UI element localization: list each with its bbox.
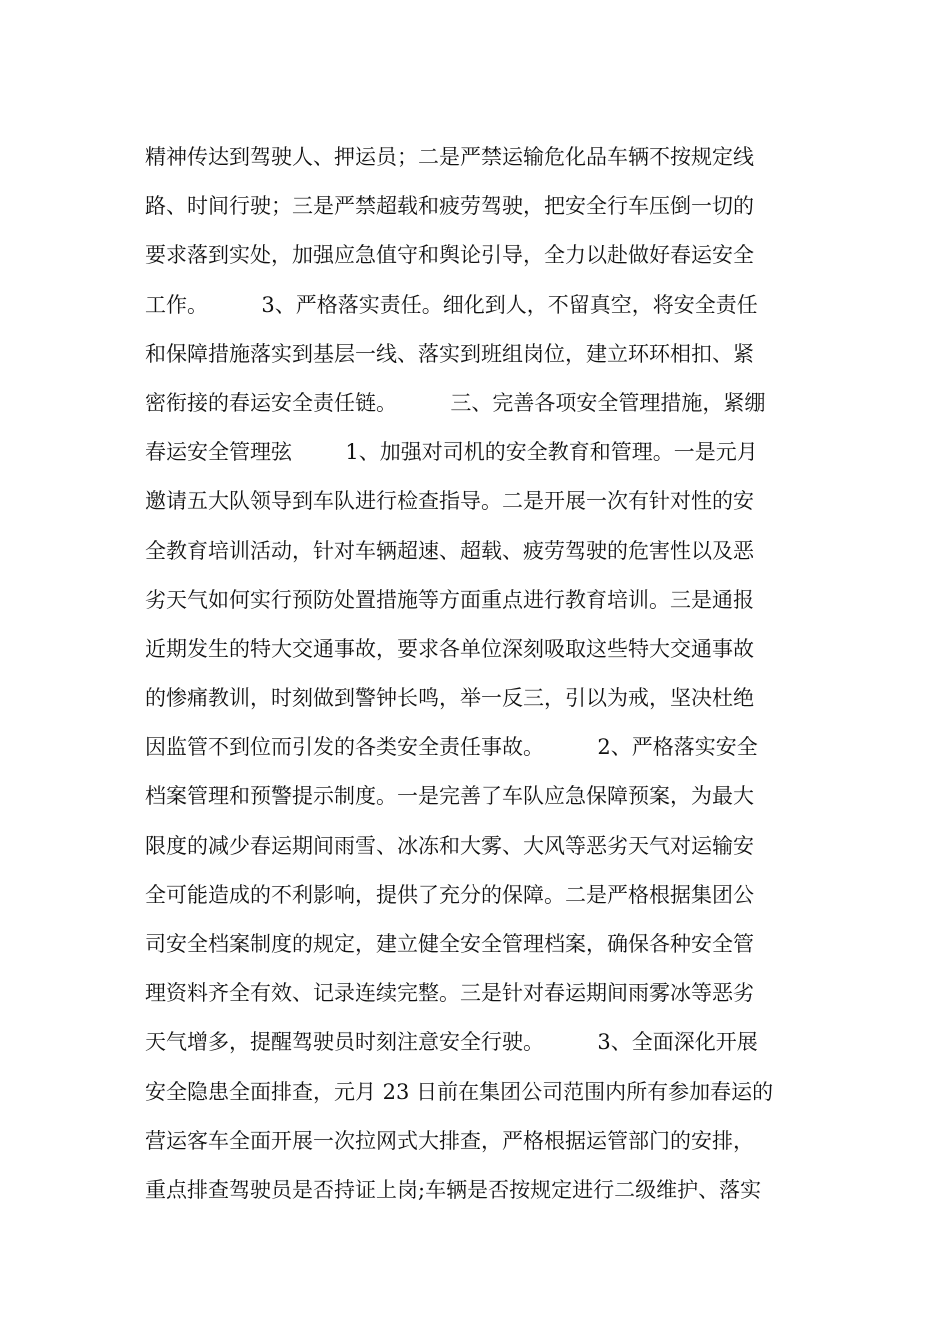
text-line: 司安全档案制度的规定，建立健全安全管理档案，确保各种安全管 — [145, 932, 754, 956]
text-line: 全可能造成的不利影响，提供了充分的保障。二是严格根据集团公 — [145, 882, 754, 907]
text-line: 近期发生的特大交通事故，要求各单位深刻吸取这些特大交通事故 — [145, 636, 754, 661]
text-line: 营运客车全面开展一次拉网式大排查，严格根据运管部门的安排， — [145, 1128, 754, 1153]
text-line: 和保障措施落实到基层一线、落实到班组岗位，建立环环相扣、紧 — [145, 341, 754, 366]
text-line: 劣天气如何实行预防处置措施等方面重点进行教育培训。三是通报 — [145, 587, 754, 612]
text-line: 的惨痛教训，时刻做到警钟长鸣，举一反三，引以为戒，坚决杜绝 — [145, 686, 754, 711]
text-line: 天气增多，提醒驾驶员时刻注意安全行驶。 3、全面深化开展 — [145, 1030, 758, 1055]
text-line: 春运安全管理弦 1、加强对司机的安全教育和管理。一是元月 — [145, 440, 758, 465]
text-line: 因监管不到位而引发的各类安全责任事故。 2、严格落实安全 — [145, 735, 758, 760]
text-line: 安全隐患全面排查，元月 23 日前在集团公司范围内所有参加春运的 — [145, 1079, 774, 1104]
text-line: 档案管理和预警提示制度。一是完善了车队应急保障预案，为最大 — [145, 784, 754, 809]
text-line: 全教育培训活动，针对车辆超速、超载、疲劳驾驶的危害性以及恶 — [145, 538, 754, 563]
body-text — [145, 133, 825, 1215]
text-line: 要求落到实处，加强应急值守和舆论引导，全力以赴做好春运安全 — [145, 243, 754, 268]
text-line: 路、时间行驶；三是严禁超载和疲劳驾驶，把安全行车压倒一切的 — [145, 194, 754, 219]
text-line: 精神传达到驾驶人、押运员；二是严禁运输危化品车辆不按规定线 — [145, 145, 754, 169]
text-line: 邀请五大队领导到车队进行检查指导。二是开展一次有针对性的安 — [145, 489, 754, 514]
text-line: 工作。 3、严格落实责任。细化到人，不留真空，将安全责任 — [145, 292, 758, 317]
text-line: 限度的减少春运期间雨雪、冰冻和大雾、大风等恶劣天气对运输安 — [145, 833, 754, 858]
text-line: 理资料齐全有效、记录连续完整。三是针对春运期间雨雾冰等恶劣 — [145, 981, 754, 1006]
text-line: 密衔接的春运安全责任链。 三、完善各项安全管理措施，紧绷 — [145, 390, 766, 415]
text-line: 重点排查驾驶员是否持证上岗;车辆是否按规定进行二级维护、落实 — [145, 1177, 762, 1202]
